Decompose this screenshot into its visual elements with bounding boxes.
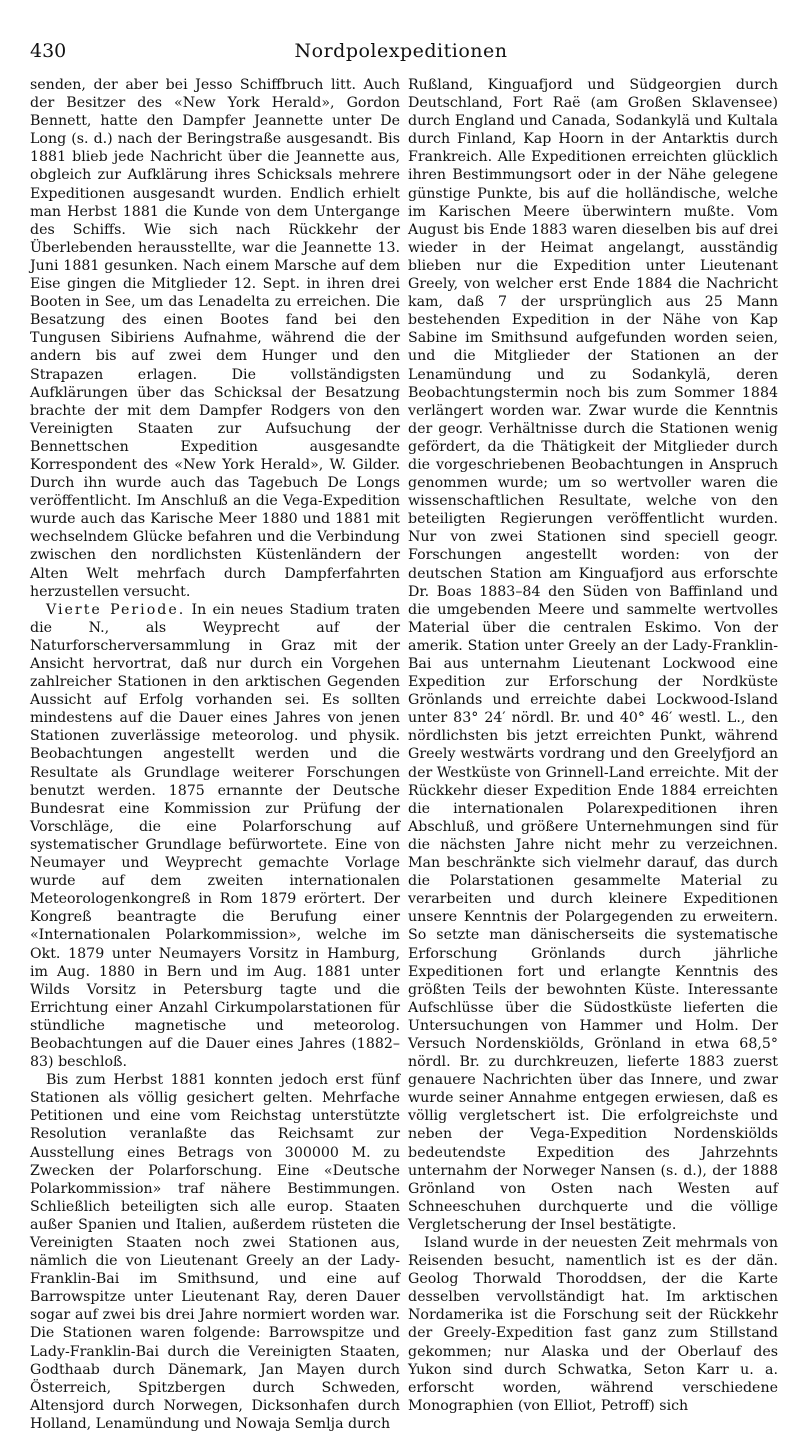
section-heading-vierte-periode: Vierte Periode. <box>46 601 186 618</box>
paragraph-stationen: Bis zum Herbst 1881 konnten jedoch erst fünf Stationen als völlig gesichert gelten. Mehrfache Petitionen und eine vom Reichstag unterstützte Resolution veranlaßte das Reichsamt zur Ausstellung eines Betrags von 300000 M. zu Zwecken der Polarforschung. Eine «Deutsche Polarkommission» traf nähere Bestimmungen. Schließlich beteiligten sich alle europ. Staaten außer Spanien und Italien, außerdem rüsteten die Vereinigten Staaten noch zwei Stationen aus, nämlich die von Lieutenant Greely an der Lady-Franklin-Bai im Smithsund, und eine auf Barrowspitze unter Lieutenant Ray, deren Dauer sogar auf zwei bis drei Jahre normiert worden war. Die Stationen waren folgende: Barrowspitze und Lady-Franklin-Bai durch die Vereinigten Staaten, Godthaab durch Dänemark, Jan Mayen durch Österreich, Spitzbergen durch Schweden, Altensjord durch Norwegen, Dicksonhafen durch Holland, Lenamündung und Nowaja Semlja durch <box>30 1072 400 1432</box>
paragraph-vierte-periode-text: In ein neues Stadium traten die N., als Weyprecht auf der Naturforscherversammlung in Graz mit der Ansicht hervortrat, daß nur durch ein Vorgehen zahlreicher Stationen in den arktischen Gegenden Aussicht auf Erfolg vorhanden sei. Es sollten mindestens auf die Dauer eines Jahres von jenen Stationen zuverlässige meteorolog. und physik. Beobachtungen angestellt werden und die Resultate als Grundlage weiterer Forschungen benutzt werden. 1875 ernannte der Deutsche Bundesrat eine Kommission zur Prüfung der Vorschläge, die eine Polarforschung auf systematischer Grundlage befürwortete. Eine von Neumayer und Weyprecht gemachte Vorlage wurde auf dem zweiten internationalen Meteorologenkongreß in Rom 1879 erörtert. Der Kongreß beantragte die Berufung einer «Internationalen Polarkommission», welche im Okt. 1879 unter Neumayers Vorsitz in Hamburg, im Aug. 1880 in Bern und im Aug. 1881 unter Wilds Vorsitz in Petersburg tagte und die Errichtung einer Anzahl Cirkumpolarstationen für stündliche magnetische und meteorolog. Beobachtungen auf die Dauer eines Jahres (1882–83) beschloß. <box>30 601 400 1071</box>
paragraph-vierte-periode <box>30 601 400 1071</box>
running-title: Nordpolexpeditionen <box>294 40 508 62</box>
paragraph-expeditionen: Rußland, Kinguafjord und Südgeorgien durch Deutschland, Fort Raë (am Großen Sklavensee) durch England und Canada, Sodankylä und Kultala durch Finland, Kap Hoorn in der Antarktis durch Frankreich. Alle Expeditionen erreichten glücklich ihren Bestimmungsort oder in der Nähe gelegene günstige Punkte, bis auf die holländische, welche im Karischen Meere überwintern mußte. Vom August bis Ende 1883 waren dieselben bis auf drei wieder in der Heimat angelangt, ausständig blieben nur die Expedition unter Lieutenant Greely, von welcher erst Ende 1884 die Nachricht kam, daß 7 der ursprünglich aus 25 Mann bestehenden Expedition in der Nähe von Kap Sabine im Smithsund aufgefunden worden seien, und die Mitglieder der Stationen an der Lenamündung und zu Sodankylä, deren Beobachtungstermin noch bis zum Sommer 1884 verlängert worden war. Zwar wurde die Kenntnis der geogr. Verhältnisse durch die Stationen wenig gefördert, da die Thätigkeit der Mitglieder durch die vorgeschriebenen Beobachtungen in Anspruch genommen wurde; um so wertvoller waren die wissenschaftlichen Resultate, welche von den beteiligten Regierungen veröffentlicht wurden. Nur von zwei Stationen sind speciell geogr. Forschungen angestellt worden: von der deutschen Station am Kinguafjord aus erforschte Dr. Boas 1883–84 den Süden von Baffinland und die umgebenden Meere und sammelte wertvolles Material über die centralen Eskimo. Von der amerik. Station unter Greely an der Lady-Franklin-Bai aus unternahm Lieutenant Lockwood eine Expedition zur Erforschung der Nordküste Grönlands und erreichte dabei Lockwood-Island unter 83° 24′ nördl. Br. und 40° 46′ westl. L., den nördlichsten bis jetzt erreichten Punkt, während Greely westwärts vordrang und den Greelyfjord an der Westküste von Grinnell-Land erreichte. Mit der Rückkehr dieser Expedition Ende 1884 erreichten die internationalen Polarexpeditionen ihren Abschluß, und größere Unternehmungen sind für die nächsten Jahre nicht mehr zu verzeichnen. Man beschränkte sich vielmehr darauf, das durch die Polarstationen gesammelte Material zu verarbeiten und durch kleinere Expeditionen unsere Kenntnis der Polargegenden zu erweitern. So setzte man dänischerseits die systematische Erforschung Grönlands durch jährliche Expeditionen fort und erlangte Kenntnis des größten Teils der bewohnten Küste. Interessante Aufschlüsse über die Südostküste lieferten die Untersuchungen von Hammer und Holm. Der Versuch Nordenskiölds, Grönland in etwa 68,5° nördl. Br. zu durchkreuzen, lieferte 1883 zuerst genauere Nachrichten über das Innere, und zwar wurde seiner Annahme entgegen erwiesen, daß es völlig vergletschert ist. Die erfolgreichste und neben der Vega-Expedition Nordenskiölds bedeutendste Expedition des Jahrzehnts unternahm der Norweger Nansen (s. d.), der 1888 Grönland von Osten nach Westen auf Schneeschuhen durchquerte und die völlige Vergletscherung der Insel bestätigte. <box>408 77 778 1233</box>
paragraph-island: Island wurde in der neuesten Zeit mehrmals von Reisenden besucht, namentlich ist es der dän. Geolog Thorwald Thoroddsen, der die Karte desselben vervollständigt hat. Im arktischen Nordamerika ist die Forschung seit der Rückkehr der Greely-Expedition fast ganz zum Stillstand gekommen; nur Alaska und der Oberlauf des Yukon sind durch Schwatka, Seton Karr u. a. erforscht worden, während verschiedene Monographien (von Elliot, Petroff) sich <box>408 1235 778 1414</box>
page-number: 430 <box>30 40 67 62</box>
page-header <box>30 40 772 66</box>
paragraph-jeannette: senden, der aber bei Jesso Schiffbruch litt. Auch der Besitzer des «New York Herald», Gordon Bennett, hatte den Dampfer Jeannette unter De Long (s. d.) nach der Beringstraße ausgesandt. Bis 1881 blieb jede Nachricht über die Jeannette aus, obgleich zur Aufklärung ihres Schicksals mehrere Expeditionen ausgesandt wurden. Endlich erhielt man Herbst 1881 die Kunde von dem Untergange des Schiffs. Wie sich nach Rückkehr der Überlebenden herausstellte, war die Jeannette 13. Juni 1881 gesunken. Nach einem Marsche auf dem Eise gingen die Mitglieder 12. Sept. in ihren drei Booten in See, um das Lenadelta zu erreichen. Die Besatzung des einen Bootes fand bei den Tungusen Sibiriens Aufnahme, während die der andern bis auf zwei dem Hunger und den Strapazen erlagen. Die vollständigsten Aufklärungen über das Schicksal der Besatzung brachte der mit dem Dampfer Rodgers von den Vereinigten Staaten zur Aufsuchung der Bennettschen Expedition ausgesandte Korrespondent des «New York Herald», W. Gilder. Durch ihn wurde auch das Tagebuch De Longs veröffentlicht. Im Anschluß an die Vega-Expedition wurde auch das Karische Meer 1880 und 1881 mit wechselndem Glücke befahren und die Verbindung zwischen den nordlichsten Küstenländern der Alten Welt mehrfach durch Dampferfahrten herzustellen versucht. <box>30 77 400 600</box>
left-column <box>30 76 400 1433</box>
right-column <box>408 76 778 1415</box>
